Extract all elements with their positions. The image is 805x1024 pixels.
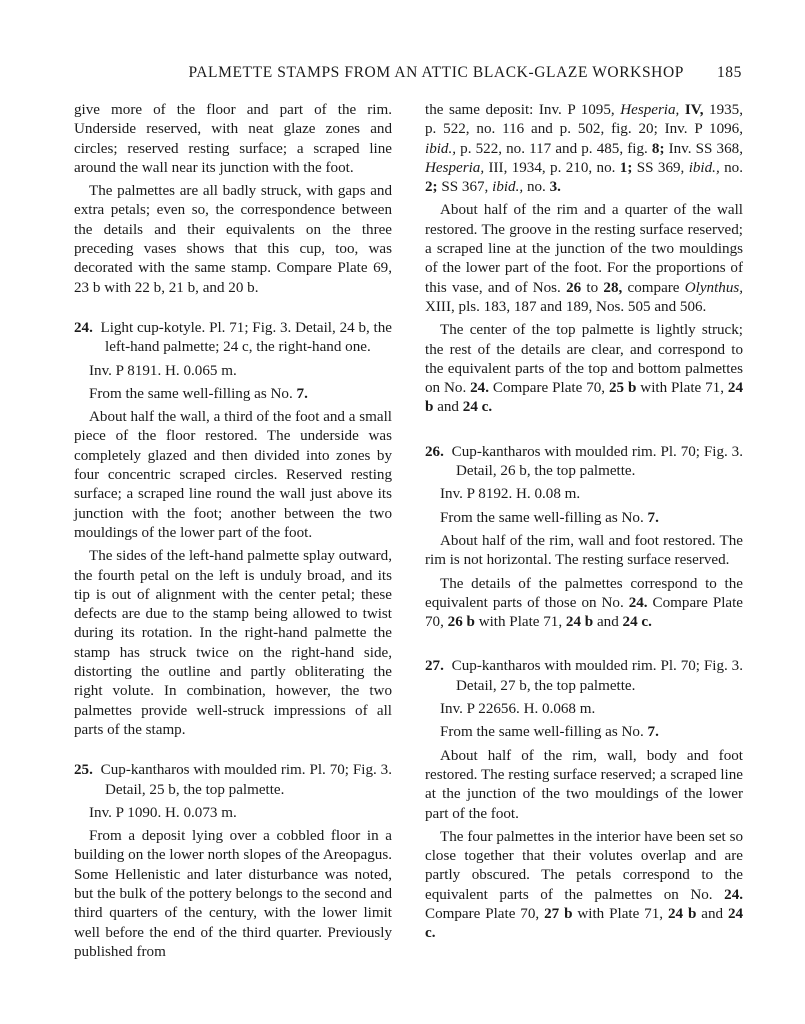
reference-number: 7. — [647, 509, 659, 526]
text: The center of the top palmette is lightly struck; the rest of the details are clear, and correspond to the equivalent parts of the top and bottom palmettes on No. — [425, 322, 743, 397]
entry-title: Light cup-kotyle. Pl. 71; Fig. 3. Detail, 24 b, the left-hand palmette; 24 c, the right-hand one. — [100, 319, 393, 356]
left-column — [74, 101, 392, 962]
journal-title: Hesperia, — [620, 102, 680, 118]
provenance-text: From the same well-filling as No. — [89, 385, 293, 402]
text: no. — [526, 179, 546, 196]
entry-title: Cup-kantharos with moulded rim. Pl. 70; Fig. 3. Detail, 25 b, the top palmette. — [100, 762, 392, 798]
publication-title: Olynthus, — [684, 279, 744, 296]
text: compare — [627, 279, 680, 296]
running-header — [74, 64, 742, 88]
plate-ref: 26 b — [447, 614, 475, 631]
provenance-line — [425, 723, 743, 742]
inventory-line: Inv. P 8192. H. 0.08 m. — [440, 486, 581, 503]
text: The details of the palmettes correspond to the equivalent parts of those on No. — [425, 575, 743, 611]
entry-ref: 28, — [603, 279, 623, 296]
item-number: 3. — [549, 179, 561, 196]
paragraph: From a deposit lying over a cobbled floor in a building on the lower north slopes of the Areopagus. Some Hellenistic and later disturbance was noted, but the bulk of the pottery belongs to the second and third quarters of the century, with the lower limit well before the end of the third quarter. Previously published from — [74, 828, 392, 960]
paragraph — [425, 101, 743, 197]
entry-number: 24. — [74, 319, 93, 336]
inventory-line: Inv. P 22656. H. 0.068 m. — [440, 701, 596, 718]
text: p. 522, no. 117 and p. 485, fig. — [460, 140, 648, 157]
journal-title: Hesperia, — [425, 159, 485, 176]
text: and — [596, 614, 619, 631]
reference-number: 7. — [647, 724, 659, 741]
plate-ref: 24 b — [425, 380, 743, 416]
paragraph: About half the wall, a third of the foot and a small piece of the floor restored. The underside was completely glazed and then divided into zones by four concentric scraped circles. Reserved resting surface; a scraped line round the wall just above its junction with the foot; another between the two mouldings of the lower part of the foot. — [74, 409, 392, 541]
text: XIII, pls. 183, 187 and 189, Nos. 505 and 506. — [425, 298, 707, 315]
paragraph: About half of the rim, wall, body and foot restored. The resting surface reserved; a scraped line at the junction of the two mouldings of the lower part of the foot. — [425, 747, 743, 822]
provenance-text: From the same well-filling as No. — [440, 724, 644, 741]
ibid: ibid., — [492, 179, 524, 196]
text: to — [586, 279, 599, 296]
provenance-text: From the same well-filling as No. — [440, 509, 644, 526]
ibid: ibid., — [425, 140, 457, 157]
paragraph — [425, 828, 743, 944]
paragraph — [425, 201, 743, 317]
plate-ref: 24 c. — [622, 614, 652, 631]
entry-ref: 24. — [628, 594, 648, 611]
paragraph: The palmettes are all badly struck, with gaps and extra petals; even so, the correspondence between the details and their equivalents on the three preceding vases shows that this cup, too, was decorated with the same stamp. Compare Plate 69, 23 b with 22 b, 21 b, and 20 b. — [74, 183, 392, 296]
inventory-line: Inv. P 8191. H. 0.065 m. — [89, 362, 237, 379]
ibid: ibid., — [688, 159, 720, 176]
text: and — [437, 399, 459, 416]
figure-number: 8; — [651, 140, 665, 157]
paragraph: About half of the rim, wall and foot restored. The rim is not horizontal. The resting surface reserved. — [425, 532, 743, 569]
text: 1935, p. 522, no. 116 and p. 502, fig. 20; Inv. P 1096, — [425, 102, 743, 138]
entry-number: 26. — [425, 443, 444, 460]
text: About half of the rim and a quarter of the wall restored. The groove in the resting surface reserved; a scraped line at the junction of the two mouldings of the lower part of the foot. For the proportions of this vase, and of Nos. — [425, 202, 743, 296]
plate-ref: 24 c. — [425, 905, 744, 942]
plate-ref: 24 b — [565, 614, 594, 631]
plate-ref: 24 b — [667, 905, 697, 922]
right-column — [425, 101, 743, 944]
entry-number: 27. — [425, 658, 444, 675]
text: with Plate 71, — [478, 614, 563, 631]
entry-ref: 24. — [724, 886, 744, 903]
entry-number: 25. — [74, 762, 93, 779]
catalogue-entry-heading — [425, 443, 743, 482]
text: Inv. SS 368, — [668, 140, 743, 157]
text: no. — [724, 159, 743, 176]
entry-ref: 24. — [470, 380, 489, 397]
text: Compare Plate 70, — [492, 380, 606, 397]
text: The four palmettes in the interior have been set so close together that their volutes overlap and are partly obscured. The petals correspond to the equivalent parts of the palmettes on No. — [425, 828, 743, 903]
text: III, 1934, p. 210, no. — [488, 159, 616, 176]
inventory-line: Inv. P 1090. H. 0.073 m. — [89, 804, 237, 821]
catalogue-entry-heading — [74, 319, 392, 358]
text: the same deposit: Inv. P 1095, — [425, 102, 615, 118]
plate-ref: 24 c. — [462, 399, 493, 416]
text: Compare Plate 70, — [425, 594, 744, 631]
paragraph: give more of the floor and part of the rim. Underside reserved, with neat glaze zones and circles; reserved resting surface; a scraped line around the wall near its junction with the foot. — [74, 102, 392, 176]
reference-number: 7. — [296, 385, 308, 402]
item-number: 1; — [619, 159, 633, 176]
running-title: PALMETTE STAMPS FROM AN ATTIC BLACK-GLAZE WORKSHOP — [188, 64, 684, 81]
text: SS 369, — [636, 159, 685, 176]
text: and — [701, 905, 724, 922]
plate-ref: 25 b — [609, 380, 637, 397]
entry-title: Cup-kantharos with moulded rim. Pl. 70; Fig. 3. Detail, 26 b, the top palmette. — [451, 443, 743, 480]
text: Compare Plate 70, — [425, 905, 540, 922]
catalogue-entry-heading — [425, 657, 743, 696]
paragraph: The sides of the left-hand palmette splay outward, the fourth petal on the left is unduly broad, and its tip is out of alignment with the center petal; these defects are due to the stamp being allowed to twist during its rotation. In the right-hand palmette the stamp has struck twice on the right-hand side, distorting the outline and partly obliterating the right volute. In combination, however, the two palmettes provide well-struck impressions of all parts of the stamp. — [74, 548, 392, 738]
catalogue-entry-heading — [74, 761, 392, 800]
item-number: 2; — [425, 179, 438, 196]
paragraph — [425, 575, 743, 633]
text: with Plate 71, — [577, 905, 664, 922]
provenance-line — [425, 509, 743, 528]
entry-ref: 26 — [566, 279, 582, 296]
text: with Plate 71, — [640, 380, 724, 397]
paragraph — [425, 321, 743, 417]
volume-number: IV, — [684, 102, 704, 118]
entry-title: Cup-kantharos with moulded rim. Pl. 70; Fig. 3. Detail, 27 b, the top palmette. — [451, 658, 743, 694]
provenance-line — [74, 385, 392, 404]
plate-ref: 27 b — [544, 905, 573, 922]
page-number: 185 — [716, 64, 742, 81]
text: SS 367, — [441, 179, 489, 196]
